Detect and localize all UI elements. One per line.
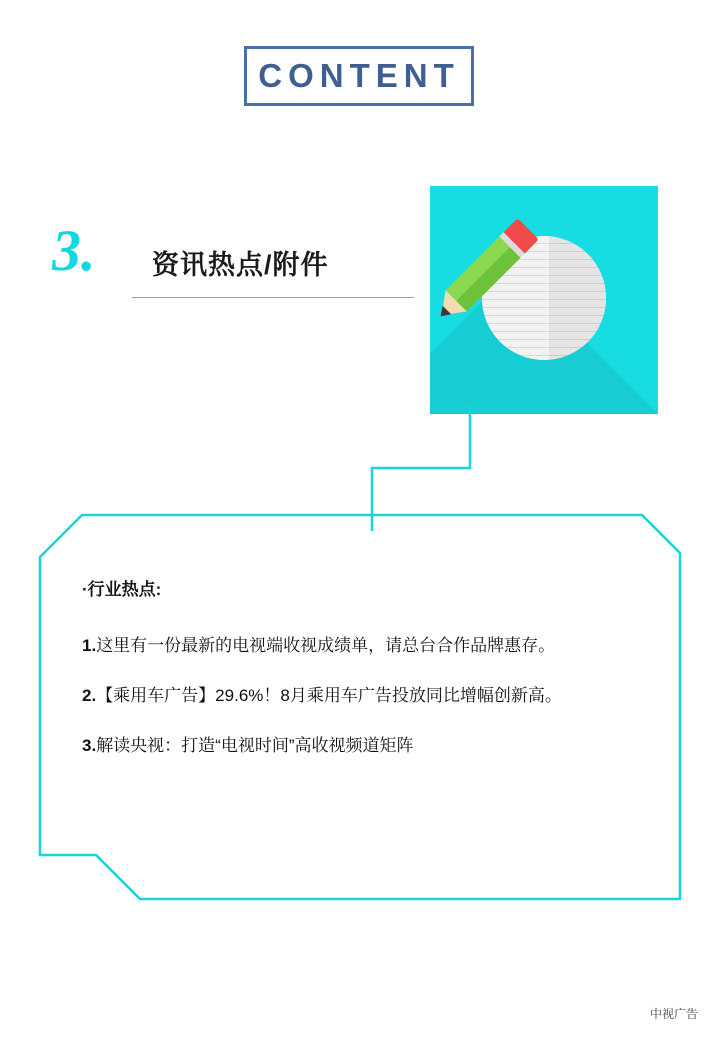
section-heading: 资讯热点/附件 bbox=[152, 250, 329, 280]
list-item bbox=[82, 684, 662, 708]
list-item-text: 这里有一份最新的电视端收视成绩单，请总台合作品牌惠存。 bbox=[96, 636, 556, 655]
page-title: CONTENT bbox=[258, 57, 460, 94]
list-item-number: 3. bbox=[82, 735, 97, 755]
list-item-number: 1. bbox=[82, 636, 97, 655]
heading-divider bbox=[132, 297, 414, 298]
list-item-text: 解读央视：打造“电视时间”高收视频道矩阵 bbox=[96, 735, 414, 755]
list-item-number: 2. bbox=[82, 685, 97, 705]
content-panel bbox=[38, 513, 682, 901]
page-title-box bbox=[244, 46, 474, 106]
section-number: 3. bbox=[52, 218, 96, 283]
list-item bbox=[82, 634, 662, 658]
list-item bbox=[82, 734, 662, 758]
paper-shade bbox=[549, 236, 606, 360]
list-item-text: 【乘用车广告】29.6%！8月乘用车广告投放同比增幅创新高。 bbox=[96, 685, 562, 705]
pencil-and-paper-icon-card bbox=[430, 186, 658, 414]
bullet-heading: ·行业热点: bbox=[82, 580, 162, 599]
footer-watermark: 中视广告 bbox=[649, 1007, 698, 1021]
content-list bbox=[82, 575, 662, 783]
